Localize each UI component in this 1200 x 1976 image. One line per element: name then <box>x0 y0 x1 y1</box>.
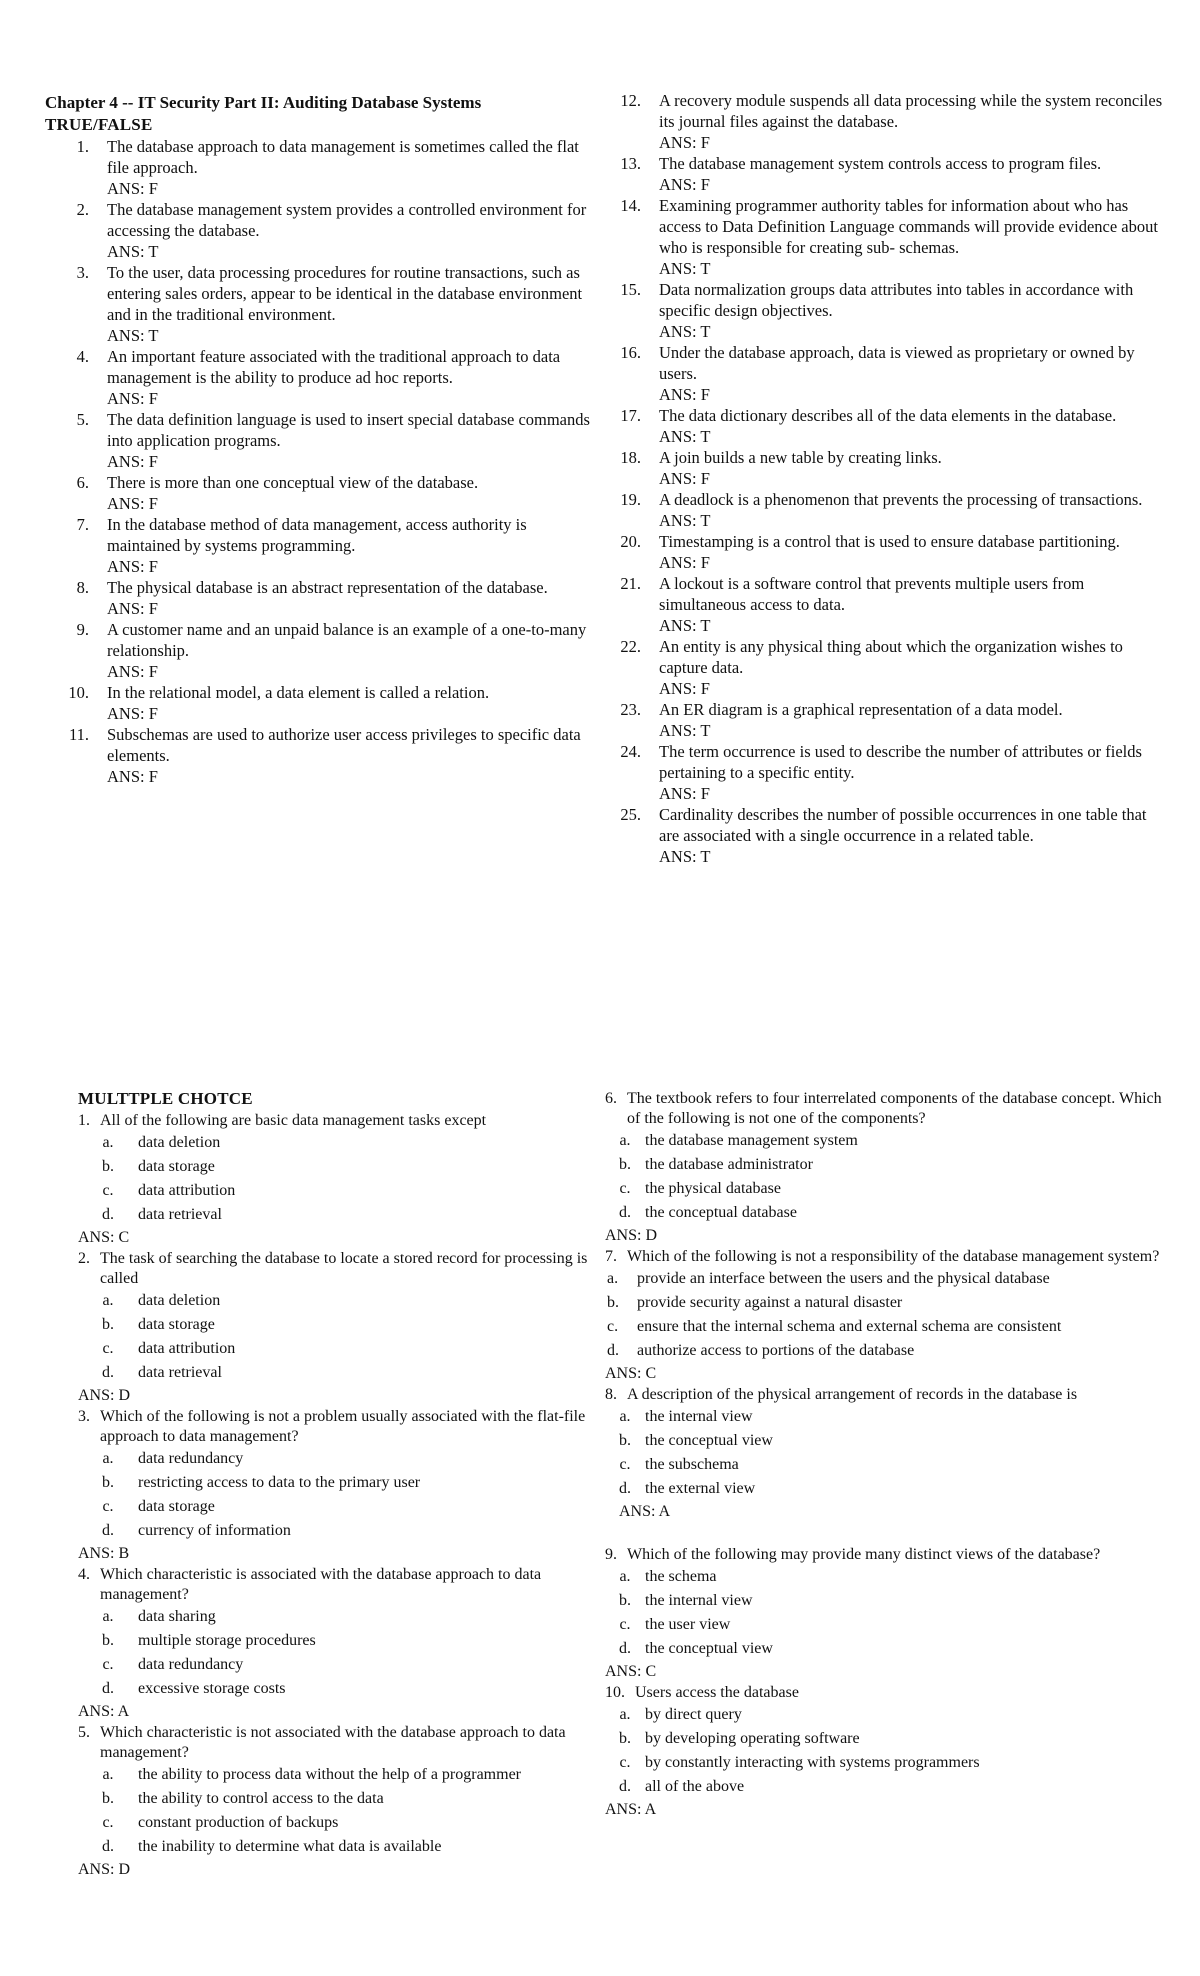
mc-item <box>78 1249 598 1406</box>
tf-answer: ANS: T <box>659 616 711 635</box>
option-text: the inability to determine what data is available <box>138 1838 442 1855</box>
tf-item <box>45 577 590 619</box>
option-text: by developing operating software <box>645 1730 860 1747</box>
tf-item <box>45 619 590 682</box>
mc-item <box>78 1111 598 1248</box>
mc-answer: ANS: B <box>78 1545 130 1562</box>
tf-answer: ANS: F <box>107 452 158 471</box>
option-letter: b. <box>619 1730 631 1747</box>
option-letter: b. <box>102 1474 114 1491</box>
tf-answer: ANS: T <box>659 511 711 530</box>
tf-question: The data dictionary describes all of the data elements in the database. <box>659 406 1117 425</box>
option-text: by constantly interacting with systems programmers <box>645 1754 980 1771</box>
option-letter: d. <box>102 1206 114 1223</box>
mc-question: Which of the following is not a problem usually associated with the flat-file approach to data management? <box>100 1408 586 1445</box>
option-text: data redundancy <box>138 1656 244 1673</box>
option-letter: c. <box>619 1180 631 1197</box>
mc-answer: ANS: C <box>605 1663 657 1680</box>
option-text: constant production of backups <box>138 1814 339 1831</box>
option-text: data storage <box>138 1316 215 1333</box>
mc-item <box>605 1385 1170 1522</box>
mc-question: Which characteristic is not associated with the database approach to data management? <box>100 1724 566 1761</box>
tf-item <box>45 724 590 787</box>
tf-question: There is more than one conceptual view of the database. <box>107 473 479 492</box>
option-text: the subschema <box>645 1456 739 1473</box>
option-text: the internal view <box>645 1592 753 1609</box>
option-text: data sharing <box>138 1608 216 1625</box>
tf-question: In the database method of data management, access authority is maintained by systems programming. <box>107 515 527 555</box>
mc-item <box>78 1723 598 1880</box>
mc-heading: MULTTPLE CHOTCE <box>78 1089 253 1108</box>
option-letter: a. <box>619 1568 631 1585</box>
tf-num: 15. <box>620 280 641 299</box>
option-letter: b. <box>102 1632 114 1649</box>
option-text: data attribution <box>138 1340 236 1357</box>
mc-num: 1. <box>78 1112 90 1129</box>
mc-answer: ANS: C <box>78 1229 130 1246</box>
tf-left-column <box>45 92 590 787</box>
mc-answer: ANS: A <box>78 1703 130 1720</box>
tf-answer: ANS: F <box>659 385 710 404</box>
option-letter: c. <box>619 1456 631 1473</box>
tf-answer: ANS: F <box>659 175 710 194</box>
mc-answer: ANS: D <box>78 1387 131 1404</box>
tf-question: A lockout is a software control that prevents multiple users from simultaneous access to data. <box>659 574 1085 614</box>
tf-question: A customer name and an unpaid balance is an example of a one-to-many relationship. <box>107 620 587 660</box>
tf-question: Under the database approach, data is viewed as proprietary or owned by users. <box>659 343 1135 383</box>
tf-num: 18. <box>620 448 641 467</box>
chapter-title: Chapter 4 -- IT Security Part II: Auditing Database Systems <box>45 93 482 112</box>
tf-answer: ANS: F <box>107 767 158 786</box>
tf-answer: ANS: T <box>659 259 711 278</box>
tf-num: 3. <box>76 263 89 282</box>
tf-question: The data definition language is used to insert special database commands into application programs. <box>107 410 590 450</box>
tf-answer: ANS: F <box>107 494 158 513</box>
option-text: the internal view <box>645 1408 753 1425</box>
option-text: excessive storage costs <box>138 1680 286 1697</box>
option-letter: b. <box>102 1158 114 1175</box>
tf-num: 17. <box>620 406 641 425</box>
tf-question: Timestamping is a control that is used to ensure database partitioning. <box>659 532 1120 551</box>
tf-question: Subschemas are used to authorize user access privileges to specific data elements. <box>107 725 581 765</box>
mc-right-column <box>605 1088 1170 1820</box>
tf-num: 1. <box>76 137 89 156</box>
option-letter: a. <box>619 1706 631 1723</box>
option-text: ensure that the internal schema and external schema are consistent <box>637 1318 1062 1335</box>
option-letter: a. <box>102 1766 114 1783</box>
tf-item <box>605 741 1165 804</box>
option-letter: c. <box>607 1318 619 1335</box>
option-text: the conceptual view <box>645 1640 773 1657</box>
option-text: data deletion <box>138 1134 221 1151</box>
tf-item <box>45 682 590 724</box>
tf-num: 21. <box>620 574 641 593</box>
option-text: authorize access to portions of the database <box>637 1342 915 1359</box>
option-letter: c. <box>102 1814 114 1831</box>
mc-item <box>605 1089 1170 1246</box>
tf-num: 19. <box>620 490 641 509</box>
tf-item <box>45 409 590 472</box>
option-text: the database administrator <box>645 1156 813 1173</box>
option-letter: d. <box>102 1364 114 1381</box>
tf-answer: ANS: F <box>659 469 710 488</box>
tf-item <box>605 153 1165 195</box>
option-text: the physical database <box>645 1180 781 1197</box>
tf-question: The physical database is an abstract representation of the database. <box>107 578 548 597</box>
tf-item <box>605 195 1165 279</box>
option-letter: b. <box>619 1156 631 1173</box>
option-letter: c. <box>619 1616 631 1633</box>
option-text: the conceptual view <box>645 1432 773 1449</box>
tf-answer: ANS: F <box>107 599 158 618</box>
option-text: multiple storage procedures <box>138 1632 316 1649</box>
tf-num: 20. <box>620 532 641 551</box>
option-text: the database management system <box>645 1132 858 1149</box>
mc-num: 6. <box>605 1090 617 1107</box>
option-letter: a. <box>607 1270 619 1287</box>
tf-answer: ANS: F <box>659 784 710 803</box>
option-text: restricting access to data to the primary user <box>138 1474 421 1491</box>
option-letter: b. <box>102 1316 114 1333</box>
option-letter: d. <box>619 1204 631 1221</box>
option-text: currency of information <box>138 1522 291 1539</box>
tf-item <box>45 199 590 262</box>
tf-item <box>45 514 590 577</box>
option-letter: d. <box>102 1680 114 1697</box>
tf-item <box>605 489 1165 531</box>
mc-num: 10. <box>605 1684 625 1701</box>
mc-left-column <box>78 1088 598 1880</box>
tf-question: The database management system provides a controlled environment for accessing the database. <box>107 200 587 240</box>
mc-num: 5. <box>78 1724 90 1741</box>
tf-item <box>605 405 1165 447</box>
tf-num: 10. <box>68 683 89 702</box>
tf-item <box>45 262 590 346</box>
tf-answer: ANS: F <box>107 557 158 576</box>
option-letter: b. <box>607 1294 619 1311</box>
mc-num: 7. <box>605 1248 617 1265</box>
tf-item <box>605 531 1165 573</box>
tf-answer: ANS: T <box>659 721 711 740</box>
mc-item <box>78 1407 598 1564</box>
option-text: data retrieval <box>138 1364 222 1381</box>
option-letter: b. <box>619 1432 631 1449</box>
tf-num: 5. <box>76 410 89 429</box>
tf-question: A recovery module suspends all data processing while the system reconciles its journal files against the database. <box>659 91 1163 131</box>
tf-num: 13. <box>620 154 641 173</box>
tf-num: 7. <box>76 515 89 534</box>
tf-right-column <box>605 90 1165 867</box>
tf-answer: ANS: F <box>107 662 158 681</box>
option-letter: c. <box>102 1340 114 1357</box>
option-text: by direct query <box>645 1706 742 1723</box>
mc-question: Which of the following may provide many distinct views of the database? <box>627 1546 1101 1563</box>
option-letter: a. <box>619 1408 631 1425</box>
option-letter: d. <box>102 1522 114 1539</box>
option-letter: a. <box>102 1292 114 1309</box>
option-letter: c. <box>102 1182 114 1199</box>
tf-answer: ANS: F <box>659 679 710 698</box>
option-letter: b. <box>619 1592 631 1609</box>
tf-num: 2. <box>76 200 89 219</box>
tf-question: An entity is any physical thing about which the organization wishes to capture data. <box>659 637 1123 677</box>
tf-heading: TRUE/FALSE <box>45 115 153 134</box>
mc-question: Which of the following is not a responsibility of the database management system? <box>627 1248 1160 1265</box>
mc-item <box>78 1565 598 1722</box>
mc-question: A description of the physical arrangement of records in the database is <box>627 1386 1078 1403</box>
tf-num: 4. <box>76 347 89 366</box>
mc-question: The textbook refers to four interrelated components of the database concept. Which of the following is not one of the components? <box>627 1090 1162 1127</box>
tf-item <box>605 804 1165 867</box>
mc-question: Which characteristic is associated with the database approach to data management? <box>100 1566 542 1603</box>
option-letter: d. <box>619 1640 631 1657</box>
tf-answer: ANS: T <box>659 322 711 341</box>
option-letter: d. <box>607 1342 619 1359</box>
option-text: the schema <box>645 1568 717 1585</box>
option-text: the conceptual database <box>645 1204 797 1221</box>
tf-item <box>605 90 1165 153</box>
tf-question: A deadlock is a phenomenon that prevents the processing of transactions. <box>659 490 1143 509</box>
tf-item <box>605 573 1165 636</box>
mc-answer: ANS: D <box>605 1227 658 1244</box>
tf-num: 9. <box>76 620 89 639</box>
mc-question: The task of searching the database to locate a stored record for processing is called <box>100 1250 588 1287</box>
mc-num: 3. <box>78 1408 90 1425</box>
tf-num: 25. <box>620 805 641 824</box>
tf-item <box>605 636 1165 699</box>
tf-item <box>605 342 1165 405</box>
option-text: provide an interface between the users and the physical database <box>637 1270 1050 1287</box>
tf-answer: ANS: T <box>107 242 159 261</box>
tf-list-left <box>45 136 590 787</box>
mc-item <box>605 1247 1170 1384</box>
option-letter: d. <box>619 1480 631 1497</box>
option-text: provide security against a natural disaster <box>637 1294 903 1311</box>
option-letter: a. <box>102 1450 114 1467</box>
mc-num: 9. <box>605 1546 617 1563</box>
tf-item <box>45 472 590 514</box>
tf-answer: ANS: F <box>107 704 158 723</box>
mc-answer: ANS: C <box>605 1365 657 1382</box>
tf-question: Examining programmer authority tables for information about who has access to Data Definition Language commands will provide evidence about who is responsible for creating sub- schemas. <box>659 196 1158 257</box>
tf-answer: ANS: T <box>107 326 159 345</box>
option-text: data redundancy <box>138 1450 244 1467</box>
mc-answer: ANS: D <box>78 1861 131 1878</box>
option-text: data deletion <box>138 1292 221 1309</box>
tf-question: To the user, data processing procedures for routine transactions, such as entering sales orders, appear to be identical in the database environment and in the traditional environment. <box>107 263 583 324</box>
option-text: the ability to control access to the data <box>138 1790 384 1807</box>
mc-item <box>605 1683 1170 1820</box>
tf-question: In the relational model, a data element is called a relation. <box>107 683 490 702</box>
tf-question: The term occurrence is used to describe the number of attributes or fields pertaining to a specific entity. <box>659 742 1142 782</box>
tf-answer: ANS: F <box>107 179 158 198</box>
option-text: data storage <box>138 1498 215 1515</box>
option-letter: a. <box>102 1134 114 1151</box>
tf-question: An ER diagram is a graphical representation of a data model. <box>659 700 1063 719</box>
option-letter: d. <box>619 1778 631 1795</box>
tf-item <box>45 346 590 409</box>
tf-num: 12. <box>620 91 641 110</box>
tf-question: The database management system controls access to program files. <box>659 154 1102 173</box>
mc-question: Users access the database <box>635 1684 799 1701</box>
tf-question: A join builds a new table by creating links. <box>659 448 942 467</box>
tf-question: An important feature associated with the traditional approach to data management is the ability to produce ad hoc reports. <box>107 347 561 387</box>
tf-num: 8. <box>76 578 89 597</box>
option-text: data attribution <box>138 1182 236 1199</box>
tf-answer: ANS: F <box>107 389 158 408</box>
tf-num: 23. <box>620 700 641 719</box>
tf-answer: ANS: T <box>659 427 711 446</box>
tf-num: 14. <box>620 196 641 215</box>
mc-item <box>605 1545 1170 1682</box>
mc-num: 8. <box>605 1386 617 1403</box>
tf-item <box>605 699 1165 741</box>
tf-item <box>605 279 1165 342</box>
tf-answer: ANS: F <box>659 133 710 152</box>
option-text: the ability to process data without the help of a programmer <box>138 1766 521 1783</box>
tf-num: 22. <box>620 637 641 656</box>
tf-num: 24. <box>620 742 641 761</box>
tf-question: Data normalization groups data attributes into tables in accordance with specific design objectives. <box>659 280 1134 320</box>
option-text: the external view <box>645 1480 756 1497</box>
option-letter: c. <box>102 1656 114 1673</box>
tf-answer: ANS: F <box>659 553 710 572</box>
option-letter: a. <box>619 1132 631 1149</box>
tf-question: Cardinality describes the number of possible occurrences in one table that are associated with a single occurrence in a related table. <box>659 805 1147 845</box>
option-letter: a. <box>102 1608 114 1625</box>
tf-question: The database approach to data management is sometimes called the flat file approach. <box>107 137 579 177</box>
mc-num: 2. <box>78 1250 90 1267</box>
option-letter: c. <box>102 1498 114 1515</box>
option-letter: b. <box>102 1790 114 1807</box>
tf-answer: ANS: T <box>659 847 711 866</box>
tf-item <box>605 447 1165 489</box>
tf-num: 16. <box>620 343 641 362</box>
option-text: data retrieval <box>138 1206 222 1223</box>
tf-num: 11. <box>68 725 89 744</box>
tf-num: 6. <box>76 473 89 492</box>
option-text: data storage <box>138 1158 215 1175</box>
mc-answer: ANS: A <box>619 1503 671 1520</box>
option-text: the user view <box>645 1616 731 1633</box>
option-text: all of the above <box>645 1778 745 1795</box>
mc-question: All of the following are basic data management tasks except <box>100 1112 487 1129</box>
option-letter: d. <box>102 1838 114 1855</box>
tf-item <box>45 136 590 199</box>
option-letter: c. <box>619 1754 631 1771</box>
mc-num: 4. <box>78 1566 90 1583</box>
mc-answer: ANS: A <box>605 1801 657 1818</box>
